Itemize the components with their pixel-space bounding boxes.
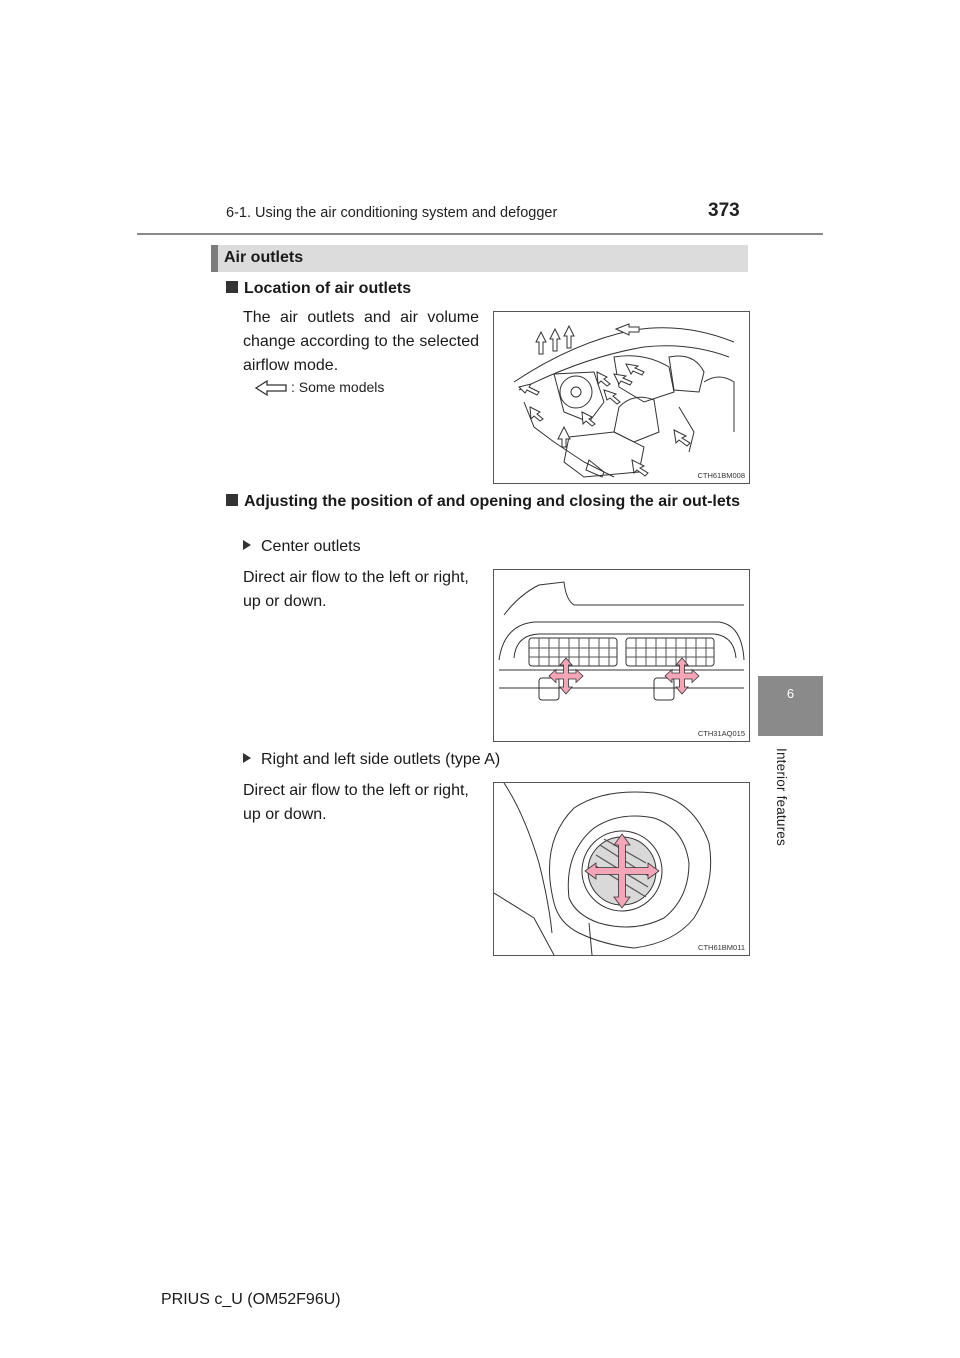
figure-code: CTH61BM008: [697, 471, 745, 480]
legend-text: : Some models: [291, 379, 385, 395]
running-header-title: 6-1. Using the air conditioning system and defogger: [226, 205, 558, 221]
footer-model-code: PRIUS c_U (OM52F96U): [161, 1291, 341, 1308]
triangle-bullet-icon: [243, 540, 251, 550]
square-bullet-icon: [226, 494, 238, 506]
triangle-bullet-icon: [243, 753, 251, 763]
chapter-tab: [758, 676, 823, 736]
figure-air-outlet-locations: [493, 311, 750, 484]
side-outlets-label: [243, 748, 500, 772]
header-divider: [137, 233, 823, 235]
page-number: 373: [708, 200, 740, 221]
square-bullet-icon: [226, 281, 238, 293]
legend: [253, 378, 453, 398]
center-outlets-illustration: [494, 570, 749, 741]
center-outlets-label-text: Center outlets: [261, 538, 361, 555]
side-outlets-illustration: [494, 783, 749, 955]
outline-arrow-icon: [253, 378, 289, 398]
location-heading: [226, 280, 411, 298]
location-heading-text: Location of air outlets: [244, 280, 412, 297]
center-outlets-text: Direct air flow to the left or right, up or down.: [243, 569, 469, 610]
section-title: Air outlets: [224, 249, 304, 266]
adjusting-heading: [226, 490, 748, 514]
figure-side-outlets: [493, 782, 750, 956]
figure-code: CTH61BM011: [698, 943, 745, 952]
figure-center-outlets: [493, 569, 750, 742]
center-outlets-label: [243, 535, 361, 559]
section-title-bar: [211, 245, 748, 272]
adjusting-heading-text: Adjusting the position of and opening and closing the air out-lets: [244, 493, 740, 510]
figure-code: CTH31AQ015: [697, 729, 745, 738]
chapter-number: 6: [786, 686, 795, 701]
side-outlets-text: Direct air flow to the left or right, up or down.: [243, 782, 469, 823]
chapter-label: Interior features: [774, 748, 789, 846]
location-text: The air outlets and air volume change according to the selected airflow mode.: [243, 309, 479, 374]
car-interior-illustration: [494, 312, 749, 483]
side-outlets-label-text: Right and left side outlets (type A): [261, 751, 501, 768]
